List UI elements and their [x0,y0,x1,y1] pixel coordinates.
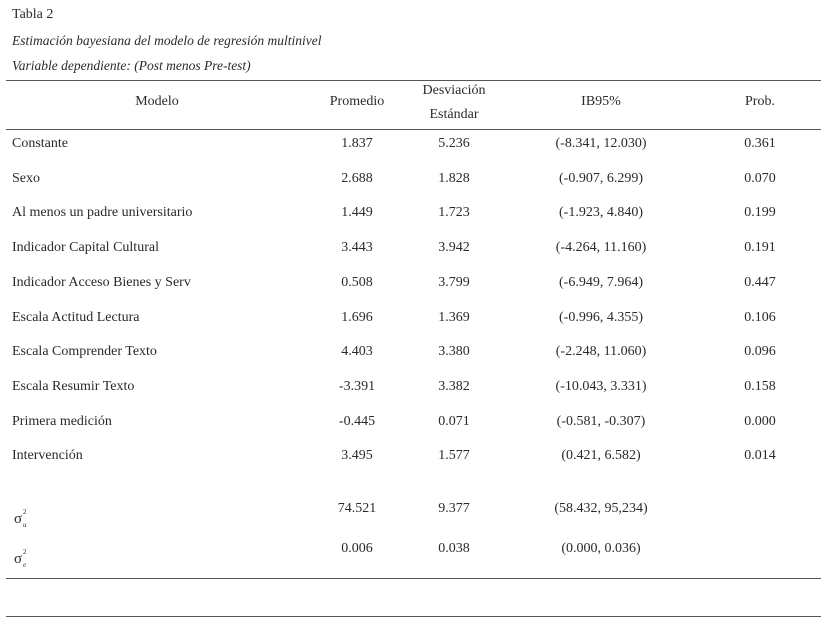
row-name: Escala Resumir Texto [12,379,135,394]
row-prob: 0.070 [744,171,776,186]
row-name: Al menos un padre universitario [12,205,193,220]
row-sd: 3.799 [438,275,470,290]
row-prob: 0.361 [744,136,776,151]
row-ci: (-4.264, 11.160) [555,240,647,255]
row-prob: 0.191 [744,240,776,255]
variance-sd: 0.038 [438,541,470,556]
table-caption-label: Tabla 2 [12,7,54,22]
row-mean: 1.837 [341,136,373,151]
row-ci: (-8.341, 12.030) [555,136,647,151]
row-name: Intervención [12,448,83,463]
table-caption-subtitle: Variable dependiente: (Post menos Pre-test) [12,58,251,73]
row-name: Constante [12,136,68,151]
variance-symbol [14,548,27,569]
row-name: Indicador Capital Cultural [12,240,159,255]
sigma-glyph: σ [14,551,23,567]
header-prob: Prob. [745,94,775,109]
row-mean: 1.449 [341,205,373,220]
row-mean: 3.443 [341,240,373,255]
row-sd: 0.071 [438,414,470,429]
variance-ci: (58.432, 95,234) [554,501,648,516]
page-bottom-rule [6,616,821,617]
row-prob: 0.096 [744,344,776,359]
table-caption-title: Estimación bayesiana del modelo de regresión multinivel [12,33,322,48]
row-ci: (-2.248, 11.060) [555,344,647,359]
row-sd: 1.369 [438,310,470,325]
row-name: Sexo [12,171,40,186]
header-sd-line1: Desviación [422,83,486,98]
row-sd: 3.942 [438,240,470,255]
row-mean: 2.688 [341,171,373,186]
row-prob: 0.158 [744,379,776,394]
row-ci: (-0.581, -0.307) [556,414,646,429]
row-ci: (-6.949, 7.964) [559,275,643,290]
row-name: Primera medición [12,414,112,429]
row-ci: (-10.043, 3.331) [555,379,647,394]
row-prob: 0.199 [744,205,776,220]
variance-mean: 0.006 [341,541,373,556]
header-ci: IB95% [581,94,621,109]
row-sd: 1.828 [438,171,470,186]
row-mean: 4.403 [341,344,373,359]
sigma-superscript: 2 [23,508,27,516]
row-prob: 0.014 [744,448,776,463]
variance-sd: 9.377 [438,501,470,516]
row-prob: 0.447 [744,275,776,290]
header-sd-line2: Estándar [429,107,479,122]
row-name: Escala Comprender Texto [12,344,157,359]
row-sd: 3.382 [438,379,470,394]
row-ci: (0.421, 6.582) [561,448,641,463]
row-name: Escala Actitud Lectura [12,310,140,325]
row-mean: -0.445 [338,414,376,429]
row-mean: 0.508 [341,275,373,290]
sigma-glyph: σ [14,511,23,527]
row-name: Indicador Acceso Bienes y Serv [12,275,191,290]
row-prob: 0.000 [744,414,776,429]
row-mean: 3.495 [341,448,373,463]
header-mean: Promedio [329,94,385,109]
table-header-rule [6,129,821,130]
variance-symbol [14,508,27,529]
row-sd: 3.380 [438,344,470,359]
header-model: Modelo [135,94,179,109]
table-bottom-rule [6,578,821,579]
sigma-subscript: e [23,561,27,569]
row-ci: (-1.923, 4.840) [559,205,643,220]
row-sd: 5.236 [438,136,470,151]
row-mean: -3.391 [338,379,376,394]
row-prob: 0.106 [744,310,776,325]
row-ci: (-0.907, 6.299) [559,171,643,186]
sigma-subscript: u [23,521,27,529]
row-ci: (-0.996, 4.355) [559,310,643,325]
row-sd: 1.723 [438,205,470,220]
row-sd: 1.577 [438,448,470,463]
table-top-rule [6,80,821,81]
variance-mean: 74.521 [337,501,377,516]
variance-ci: (0.000, 0.036) [561,541,641,556]
row-mean: 1.696 [341,310,373,325]
sigma-superscript: 2 [23,548,27,556]
